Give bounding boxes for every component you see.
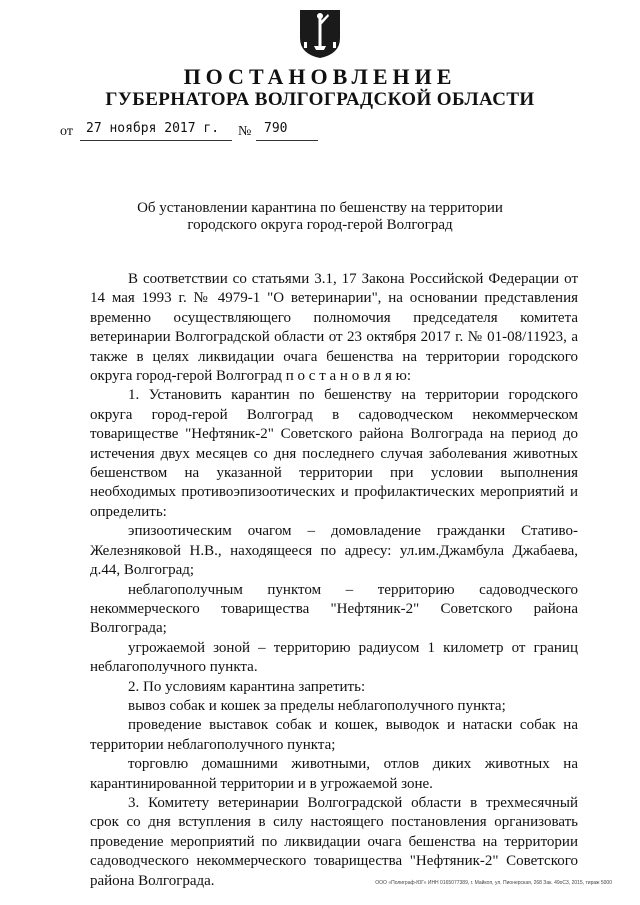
date-label: от xyxy=(60,124,73,139)
coat-of-arms-icon xyxy=(298,8,342,60)
number-label: № xyxy=(238,124,252,139)
paragraph-preamble: В соответствии со статьями 3.1, 17 Закона Российской Федерации от 14 мая 1993 г. № 4979-1 "О ветеринарии", на основании представления временно осуществляющего полномочия председателя комитета ветеринарии Волгоградской области от 23 октября 2017 г. № 01-08/11923, а также в целях ликвидации очага бешенства на территории городского округа город-герой Волгоград п о с т а н о в л я ю: xyxy=(90,271,578,385)
document-subtitle: ГУБЕРНАТОРА ВОЛГОГРАДСКОЙ ОБЛАСТИ xyxy=(105,89,535,110)
document-body xyxy=(90,270,578,891)
paragraph-item-1: 1. Установить карантин по бешенству на территории городского округа город-герой Волгоград в садоводческом некоммерческом товариществе "Нефтяник-2" Советского района Волгограда на период до истечения двух месяцев со дня последнего случая заболевания животных бешенством на указанной территории при условии выполнения необходимых противоэпизоотических и профилактических мероприятий и определить: xyxy=(90,387,578,520)
printer-imprint: ООО «Полиграф-ЮГ» ИНН 0165077389, г. Майкоп, ул. Пионерская, 268 Зак. 49оС3, 2015, тираж 5000 xyxy=(375,880,612,886)
paragraph-ban-trade: торговлю домашними животными, отлов диких животных на карантинированной территории и в угрожаемой зоне. xyxy=(90,756,578,792)
paragraph-item-2: 2. По условиям карантина запретить: xyxy=(128,678,366,695)
paragraph-ban-exhibitions: проведение выставок собак и кошек, выводок и натаски собак на территории неблагополучного пункта; xyxy=(90,717,578,753)
date-underline xyxy=(80,140,232,141)
paragraph-threatened-zone: угрожаемой зоной – территорию радиусом 1 километр от границ неблагополучного пункта. xyxy=(90,639,578,676)
number-value: 790 xyxy=(264,121,288,136)
document-title: ПОСТАНОВЛЕНИЕ xyxy=(183,64,457,89)
subject-line-2: городского округа город-герой Волгоград xyxy=(187,217,453,233)
number-underline xyxy=(256,140,318,141)
document-subject xyxy=(0,200,640,234)
paragraph-unfavorable-point: неблагополучным пунктом – территорию садоводческого некоммерческого товарищества "Нефтяник-2" Советского района Волгограда; xyxy=(90,581,578,637)
date-value: 27 ноября 2017 г. xyxy=(86,121,220,136)
paragraph-ban-export: вывоз собак и кошек за пределы неблагополучного пункта; xyxy=(128,697,506,714)
paragraph-epizootic-focus: эпизоотическим очагом – домовладение гражданки Стативо-Железняковой Н.В., находящееся по адресу: ул.им.Джамбула Джабаева, д.44, Волгоград; xyxy=(90,523,578,579)
paragraph-item-3: 3. Комитету ветеринарии Волгоградской области в трехмесячный срок со дня вступления в силу настоящего постановления организовать проведение мероприятий по ликвидации очага бешенства на территории садоводческого некоммерческого товарищества "Нефтяник-2" Советского района Волгограда. xyxy=(90,794,578,889)
subject-line-1: Об установлении карантина по бешенству на территории xyxy=(137,200,503,216)
